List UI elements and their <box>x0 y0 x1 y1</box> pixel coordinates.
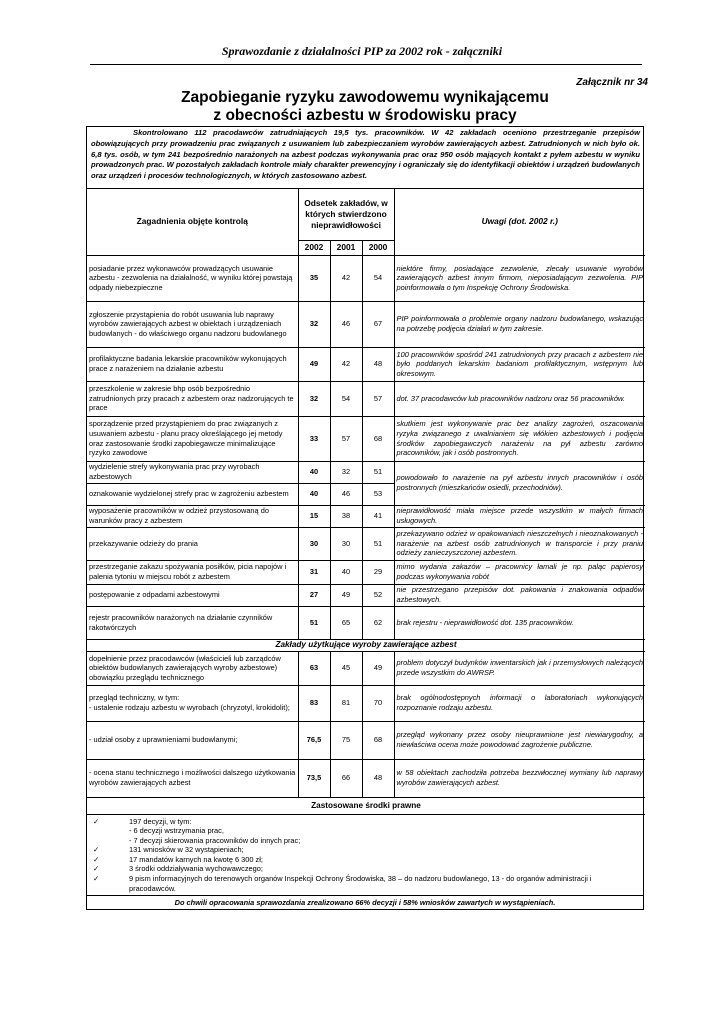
value-2001: 75 <box>330 721 362 759</box>
table-row <box>87 347 645 381</box>
value-2001: 40 <box>330 560 362 584</box>
col-percent-header: Odsetek zakładów, w których stwierdzono nieprawidłowości <box>298 189 394 240</box>
value-2002: 27 <box>298 584 330 606</box>
list-item-text: - 7 decyzji skierowania pracowników do innych prac; <box>129 835 301 845</box>
value-2002: 32 <box>298 301 330 347</box>
table-header-row <box>87 189 645 240</box>
value-2002: 73,5 <box>298 759 330 797</box>
value-2000: 53 <box>362 483 394 505</box>
row-note: PIP poinformowała o problemie organy nadzoru budowlanego, wskazując na potrzebę podjęcia działań w tym zakresie. <box>394 301 645 347</box>
row-topic: - udział osoby z uprawnieniami budowlanymi; <box>87 721 298 759</box>
value-2000: 49 <box>362 651 394 685</box>
value-2000: 68 <box>362 416 394 461</box>
row-note: przekazywano odzież w opakowaniach nieszczelnych i nieoznakowanych - narażenie na azbest osób zatrudnionych w transporcie i przy praniu odzieży zanieczyszczonej azbestem. <box>394 527 645 560</box>
value-2000: 67 <box>362 301 394 347</box>
row-note: nie przestrzegano przepisów dot. pakowania i znakowania odpadów azbestowych. <box>394 584 645 606</box>
table-row <box>87 685 645 721</box>
value-2001: 54 <box>330 381 362 416</box>
list-item <box>91 817 639 827</box>
value-2000: 68 <box>362 721 394 759</box>
intro-paragraph <box>87 127 643 189</box>
section-title-measures: Zastosowane środki prawne <box>87 797 645 814</box>
table-row <box>87 381 645 416</box>
value-2002: 32 <box>298 381 330 416</box>
value-2000: 29 <box>362 560 394 584</box>
check-icon: ✓ <box>93 854 100 864</box>
check-icon: ✓ <box>93 845 100 855</box>
value-2000: 51 <box>362 527 394 560</box>
value-2002: 51 <box>298 606 330 639</box>
value-2002: 40 <box>298 483 330 505</box>
row-note-merged: powodowało to narażenie na pył azbestu innych pracowników i osób postronnych (mieszkańców osiedli, przechodniów). <box>394 461 645 505</box>
list-item <box>91 826 639 836</box>
value-2000: 54 <box>362 255 394 301</box>
list-item-text: 3 środki oddziaływania wychowawczego; <box>129 864 263 874</box>
value-2001: 57 <box>330 416 362 461</box>
value-2001: 65 <box>330 606 362 639</box>
value-2002: 33 <box>298 416 330 461</box>
row-topic-sub: - ustalenie rodzaju azbestu w wyrobach (chryzotyl, krokidolit); <box>89 703 290 712</box>
section-row <box>87 797 645 814</box>
legal-measures-list <box>87 815 643 897</box>
value-2002: 49 <box>298 347 330 381</box>
table-row <box>87 255 645 301</box>
section-title-users-text: Zakłady użytkujące wyroby zawierające azbest <box>275 640 457 650</box>
row-topic: wyposażenie pracowników w odzież przystosowaną do warunków pracy z azbestem <box>87 505 298 527</box>
list-item <box>91 855 639 865</box>
row-topic: postępowanie z odpadami azbestowymi <box>87 584 298 606</box>
value-2002: 83 <box>298 685 330 721</box>
row-note: nieprawidłowość miała miejsce przede wszystkim w małych firmach usługowych. <box>394 505 645 527</box>
row-topic-heading: przegląd techniczny, w tym: <box>89 693 180 703</box>
value-2001: 46 <box>330 483 362 505</box>
list-item-text: 9 pism informacyjnych do terenowych organów Inspekcji Ochrony Środowiska, 38 – do nadzoru budowlanego, 13 - do organów administracji i pracodawców. <box>129 874 592 893</box>
row-topic: przeszkolenie w zakresie bhp osób bezpośrednio zatrudnionych przy pracach z azbestem oraz nadzorujących te prace <box>87 381 298 416</box>
row-note: mimo wydania zakazów – pracownicy łamali je np. paląc papierosy podczas wykonywania robót <box>394 560 645 584</box>
table-row <box>87 651 645 685</box>
table-row <box>87 505 645 527</box>
value-2001: 42 <box>330 255 362 301</box>
list-item-text: 131 wniosków w 32 wystąpieniach; <box>129 845 244 855</box>
row-topic <box>87 685 298 721</box>
row-topic: zgłoszenie przystąpienia do robót usuwania lub naprawy wyrobów zawierających azbest w obiektach i urządzeniach budowlanych - do właściwego organu nadzoru budowlanego <box>87 301 298 347</box>
value-2002: 15 <box>298 505 330 527</box>
list-item-text: 17 mandatów karnych na kwotę 6 300 zł; <box>129 854 263 864</box>
value-2001: 45 <box>330 651 362 685</box>
check-icon: ✓ <box>93 816 100 826</box>
row-note: przegląd wykonany przez osoby nieuprawnione jest niewiarygodny, a niewłaściwa ocena może powodować zagrożenie publiczne. <box>394 721 645 759</box>
row-topic: rejestr pracowników narażonych na działanie czynników rakotwórczych <box>87 606 298 639</box>
row-topic: dopełnienie przez pracodawców (właścicieli lub zarządców obiektów budowlanych zawierających wyroby azbestowe) obowiązku przeglądu technicznego <box>87 651 298 685</box>
row-note: brak ogólnodostępnych informacji o laboratoriach wykonujących rozpoznanie rodzaju azbestu. <box>394 685 645 721</box>
value-2000: 48 <box>362 759 394 797</box>
page-header: Sprawozdanie z działalności PIP za 2002 rok - załączniki <box>221 44 503 58</box>
table-row <box>87 416 645 461</box>
list-item <box>91 874 639 893</box>
list-item <box>91 845 639 855</box>
value-2001: 38 <box>330 505 362 527</box>
table-row <box>87 560 645 584</box>
value-2000: 70 <box>362 685 394 721</box>
year-2002-header: 2002 <box>298 240 330 255</box>
value-2001: 81 <box>330 685 362 721</box>
table-row <box>87 606 645 639</box>
table-row <box>87 527 645 560</box>
list-item-text: - 6 decyzji wstrzymania prac, <box>129 826 224 836</box>
table-row <box>87 721 645 759</box>
check-icon: ✓ <box>93 874 100 884</box>
table-row <box>87 759 645 797</box>
annex-label: Załącznik nr 34 <box>576 77 648 88</box>
row-topic: - ocena stanu technicznego i możliwości dalszego użytkowania wyrobów zawierających azbest <box>87 759 298 797</box>
section-row <box>87 639 645 651</box>
section-title-users <box>87 639 645 651</box>
value-2002: 63 <box>298 651 330 685</box>
col-notes-header: Uwagi (dot. 2002 r.) <box>394 189 645 255</box>
report-frame <box>86 126 644 910</box>
value-2002: 40 <box>298 461 330 483</box>
row-note: w 58 obiektach zachodziła potrzeba bezzwłocznej wymiany lub naprawy wyrobów zawierających azbest. <box>394 759 645 797</box>
final-summary: Do chwili opracowania sprawozdania zrealizowano 66% decyzji i 58% wniosków zawartych w wystąpieniach. <box>174 898 556 908</box>
value-2001: 49 <box>330 584 362 606</box>
value-2001: 30 <box>330 527 362 560</box>
value-2002: 30 <box>298 527 330 560</box>
row-topic: przestrzeganie zakazu spożywania posiłków, picia napojów i palenia tytoniu w miejscu robót z azbestem <box>87 560 298 584</box>
col-topics-header: Zagadnienia objęte kontrolą <box>87 189 298 255</box>
findings-table <box>87 189 645 815</box>
intro-text: Skontrolowano 112 pracodawców zatrudniających 19,5 tys. pracowników. W 42 zakładach oceniono przestrzeganie przepisów obowiązujących przy prowadzeniu prac związanych z usuwaniem lub zabezpieczaniem wyrobów zawierających azbest. Zatrudnionych w nich było ok. 6,8 tys. osób, w tym 241 bezpośrednio narażonych na azbest podczas wykonywania prac oraz 950 osób mających kontakt z pyłem azbestu w wyniku prowadzonych prac. W pozostałych zakładach kontrole miały charakter prewencyjny i ograniczały się do identyfikacji obiektów i urządzeń budowlanych oraz urządzeń i procesów technologicznych, w których zastosowano azbest. <box>91 128 640 181</box>
page-title <box>86 89 644 125</box>
table-row <box>87 584 645 606</box>
list-item <box>91 836 639 846</box>
value-2000: 51 <box>362 461 394 483</box>
value-2001: 46 <box>330 301 362 347</box>
value-2002: 31 <box>298 560 330 584</box>
value-2000: 48 <box>362 347 394 381</box>
value-2001: 32 <box>330 461 362 483</box>
header-rule <box>90 64 642 65</box>
list-item <box>91 864 639 874</box>
check-icon: ✓ <box>93 864 100 874</box>
value-2000: 57 <box>362 381 394 416</box>
row-topic: posiadanie przez wykonawców prowadzących usuwanie azbestu - zezwolenia na działalność, w wyniku której powstają odpady niebezpieczne <box>87 255 298 301</box>
value-2002: 35 <box>298 255 330 301</box>
row-note: dot. 37 pracodawców lub pracowników nadzoru oraz 56 pracowników. <box>394 381 645 416</box>
value-2001: 66 <box>330 759 362 797</box>
value-2000: 41 <box>362 505 394 527</box>
row-note: skutkiem jest wykonywanie prac bez analizy zagrożeń, oszacowania ryzyka związanego z uwalnianiem się włókien azbestowych i podjęcia środków zapobiegawczych narażeniu na pył azbestu zarówno pracowników, jak i osób postronnych. <box>394 416 645 461</box>
table-row <box>87 461 645 483</box>
row-topic: wydzielenie strefy wykonywania prac przy wyrobach azbestowych <box>87 461 298 483</box>
value-2001: 42 <box>330 347 362 381</box>
row-note: 100 pracowników spośród 241 zatrudnionych przy pracach z azbestem nie było poddanych lekarskim badaniom profilaktycznym, wstępnym lub okresowym. <box>394 347 645 381</box>
row-note: niektóre firmy, posiadające zezwolenie, zlecały usuwanie wyrobów zawierających azbest innym firmom, nieposiadającym zezwolenia. PIP poinformowała o tym Inspekcję Ochrony Środowiska. <box>394 255 645 301</box>
year-2001-header: 2001 <box>330 240 362 255</box>
row-topic: przekazywanie odzieży do prania <box>87 527 298 560</box>
row-note: brak rejestru - nieprawidłowość dot. 135 pracowników. <box>394 606 645 639</box>
list-item-text: 197 decyzji, w tym: <box>129 816 192 826</box>
value-2002: 76,5 <box>298 721 330 759</box>
row-topic: sporządzenie przed przystąpieniem do prac związanych z usuwaniem azbestu - planu pracy określającego jej metody oraz zastosowanie środki zapobiegawcze minimalizujące ryzyko zawodowe <box>87 416 298 461</box>
value-2000: 62 <box>362 606 394 639</box>
year-2000-header: 2000 <box>362 240 394 255</box>
value-2000: 52 <box>362 584 394 606</box>
row-note: problem dotyczył budynków inwentarskich jak i przemysłowych należących przede wszystkim do AWRSP. <box>394 651 645 685</box>
title-line-1: Zapobieganie ryzyku zawodowemu wynikającemu <box>181 89 549 106</box>
table-row <box>87 301 645 347</box>
title-line-2: z obecności azbestu w środowisku pracy <box>213 107 517 124</box>
row-topic: profilaktyczne badania lekarskie pracowników wykonujących prace z narażeniem na działanie azbestu <box>87 347 298 381</box>
row-topic: oznakowanie wydzielonej strefy prac w zagrożeniu azbestem <box>87 483 298 505</box>
